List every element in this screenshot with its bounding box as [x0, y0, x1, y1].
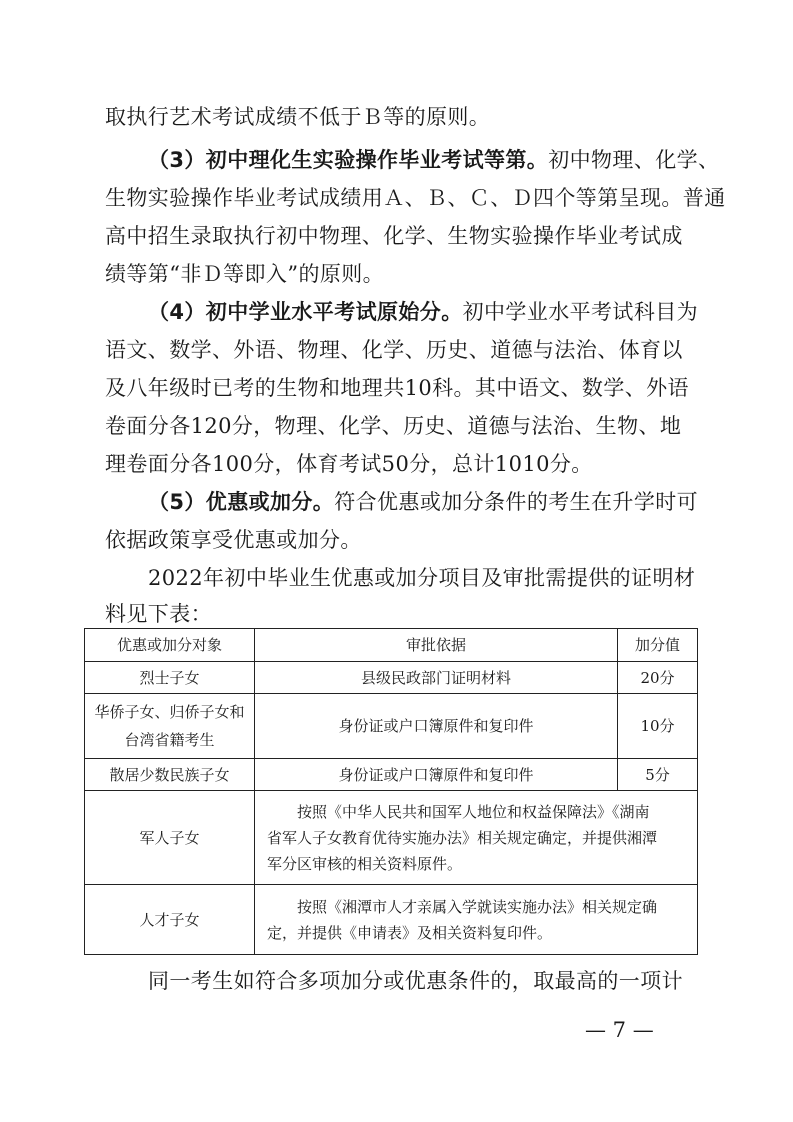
table-row: [85, 759, 698, 791]
cell-basis-line: 按照《中华人民共和国军人地位和权益保障法》《湖南: [267, 802, 650, 821]
item-4-heading: （4）初中学业水平考试原始分。: [148, 300, 463, 324]
cell-basis: 身份证或户口簿原件和复印件: [255, 759, 618, 791]
cell-basis-line: 定，并提供《申请表》及相关资料复印件。: [267, 923, 553, 942]
cell-value: 5分: [618, 759, 698, 791]
table-header-row: [85, 629, 698, 662]
cell-target-line: 华侨子女、归侨子女和: [94, 703, 245, 721]
header-target: 优惠或加分对象: [85, 629, 255, 662]
paragraph-line: 及八年级时已考的生物和地理共10科。其中语文、数学、外语: [105, 376, 689, 400]
item-5-text: 符合优惠或加分条件的考生在升学时可: [334, 490, 699, 514]
cell-target-line: 台湾省籍考生: [124, 731, 215, 749]
cell-basis: 身份证或户口簿原件和复印件: [255, 694, 618, 759]
paragraph-line: 高中招生录取执行初中物理、化学、生物实验操作毕业考试成: [105, 224, 683, 248]
paragraph-line: 取执行艺术考试成绩不低于Ｂ等的原则。: [105, 105, 491, 129]
table-row: [85, 662, 698, 694]
cell-target: 烈士子女: [85, 662, 255, 694]
header-basis: 审批依据: [255, 629, 618, 662]
cell-basis-line: 省军人子女教育优待实施办法》相关规定确定，并提供湘潭: [267, 828, 658, 847]
cell-basis: 县级民政部门证明材料: [255, 662, 618, 694]
intro-line: 料见下表：: [105, 602, 212, 626]
cell-basis-line: 军分区审核的相关资料原件。: [267, 854, 463, 873]
paragraph-line: 语文、数学、外语、物理、化学、历史、道德与法治、体育以: [105, 338, 683, 362]
item-5-first-line: [148, 487, 705, 517]
intro-line: 2022年初中毕业生优惠或加分项目及审批需提供的证明材: [148, 566, 696, 590]
table-row: [85, 791, 698, 885]
item-4-first-line: [148, 297, 705, 327]
paragraph-line: 卷面分各120分，物理、化学、历史、道德与法治、生物、地: [105, 414, 682, 438]
paragraph-line: 生物实验操作毕业考试成绩用Ａ、Ｂ、Ｃ、Ｄ四个等第呈现。普通: [105, 186, 726, 210]
cell-target: 人才子女: [85, 885, 255, 955]
cell-target: 散居少数民族子女: [85, 759, 255, 791]
cell-basis-line: 按照《湘潭市人才亲属入学就读实施办法》相关规定确: [267, 897, 658, 916]
paragraph-line: 绩等第“非Ｄ等即入”的原则。: [105, 262, 385, 286]
paragraph-line: 依据政策享受优惠或加分。: [105, 528, 362, 552]
cell-target: 军人子女: [85, 791, 255, 885]
cell-value: 10分: [618, 694, 698, 759]
item-3-text: 初中物理、化学、: [548, 148, 720, 172]
cell-basis: [255, 791, 698, 885]
item-4-text: 初中学业水平考试科目为: [462, 300, 699, 324]
page-number: — 7 —: [585, 1018, 654, 1042]
cell-value: 20分: [618, 662, 698, 694]
item-3-heading: （3）初中理化生实验操作毕业考试等第。: [148, 148, 549, 172]
table-row: [85, 885, 698, 955]
header-value: 加分值: [618, 629, 698, 662]
table-row: [85, 694, 698, 759]
bonus-points-table: [84, 628, 698, 955]
item-5-heading: （5）优惠或加分。: [148, 490, 335, 514]
paragraph-line: 理卷面分各100分，体育考试50分，总计1010分。: [105, 452, 593, 476]
cell-target: [85, 694, 255, 759]
cell-basis: [255, 885, 698, 955]
item-3-first-line: [148, 145, 720, 175]
closing-line: 同一考生如符合多项加分或优惠条件的，取最高的一项计: [148, 969, 683, 993]
